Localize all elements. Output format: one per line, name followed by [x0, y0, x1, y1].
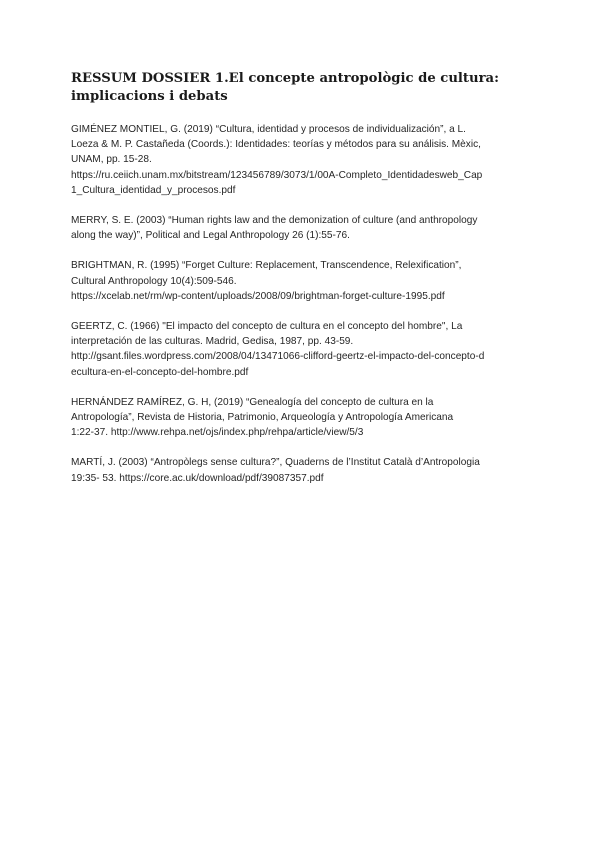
reference-line: Cultural Anthropology 10(4):509-546.: [71, 275, 237, 287]
reference-url[interactable]: ecultura-en-el-concepto-del-hombre.pdf: [71, 366, 249, 378]
reference-url[interactable]: https://ru.ceiich.unam.mx/bitstream/123456789/3073/1/00A-Completo_Identidadesweb_Cap: [71, 169, 483, 181]
reference-line: MERRY, S. E. (2003) “Human rights law and the demonization of culture (and anthropology: [71, 215, 478, 227]
reference-list: [71, 122, 531, 501]
reference-gimenez: [71, 122, 531, 198]
reference-line: GIMÉNEZ MONTIEL, G. (2019) “Cultura, identidad y procesos de individualización”, a L.: [71, 124, 466, 135]
reference-brightman: [71, 258, 531, 304]
reference-merry: [71, 213, 531, 243]
reference-line: Antropología”, Revista de Historia, Patrimonio, Arqueología y Antropología Americana: [71, 412, 454, 424]
reference-line: Loeza & M. P. Castañeda (Coords.): Identidades: teorías y métodos para su análisis. Mèxic,: [71, 139, 481, 151]
reference-line: HERNÁNDEZ RAMÍREZ, G. H, (2019) “Genealogía del concepto de cultura en la: [71, 396, 434, 408]
reference-line: GEERTZ, C. (1966) "El impacto del concepto de cultura en el concepto del hombre", La: [71, 321, 463, 333]
title-line-2: implicacions i debats: [71, 89, 228, 104]
reference-url[interactable]: 1_Cultura_identidad_y_procesos.pdf: [71, 184, 236, 196]
reference-geertz: [71, 319, 531, 380]
reference-line: 1:22-37. http://www.rehpa.net/ojs/index.php/rehpa/article/view/5/3: [71, 427, 364, 439]
reference-line: 19:35- 53. https://core.ac.uk/download/pdf/39087357.pdf: [71, 472, 324, 484]
title-line-1: RESSUM DOSSIER 1.El concepte antropològic de cultura:: [71, 71, 499, 86]
reference-hernandez: [71, 395, 531, 441]
document-title: [71, 70, 541, 106]
reference-line: BRIGHTMAN, R. (1995) “Forget Culture: Replacement, Transcendence, Relexification”,: [71, 260, 462, 272]
reference-line: interpretación de las culturas. Madrid, Gedisa, 1987, pp. 43-59.: [71, 336, 354, 348]
reference-url[interactable]: http://gsant.files.wordpress.com/2008/04/13471066-clifford-geertz-el-impacto-del-concepto-d: [71, 351, 485, 363]
reference-marti: [71, 455, 531, 485]
reference-line: MARTÍ, J. (2003) “Antropòlegs sense cultura?”, Quaderns de l’Institut Català d’Antropologia: [71, 457, 480, 469]
reference-line: UNAM, pp. 15-28.: [71, 154, 152, 166]
reference-line: along the way)”, Political and Legal Anthropology 26 (1):55-76.: [71, 230, 350, 242]
reference-url[interactable]: https://xcelab.net/rm/wp-content/uploads/2008/09/brightman-forget-culture-1995.pdf: [71, 290, 445, 302]
